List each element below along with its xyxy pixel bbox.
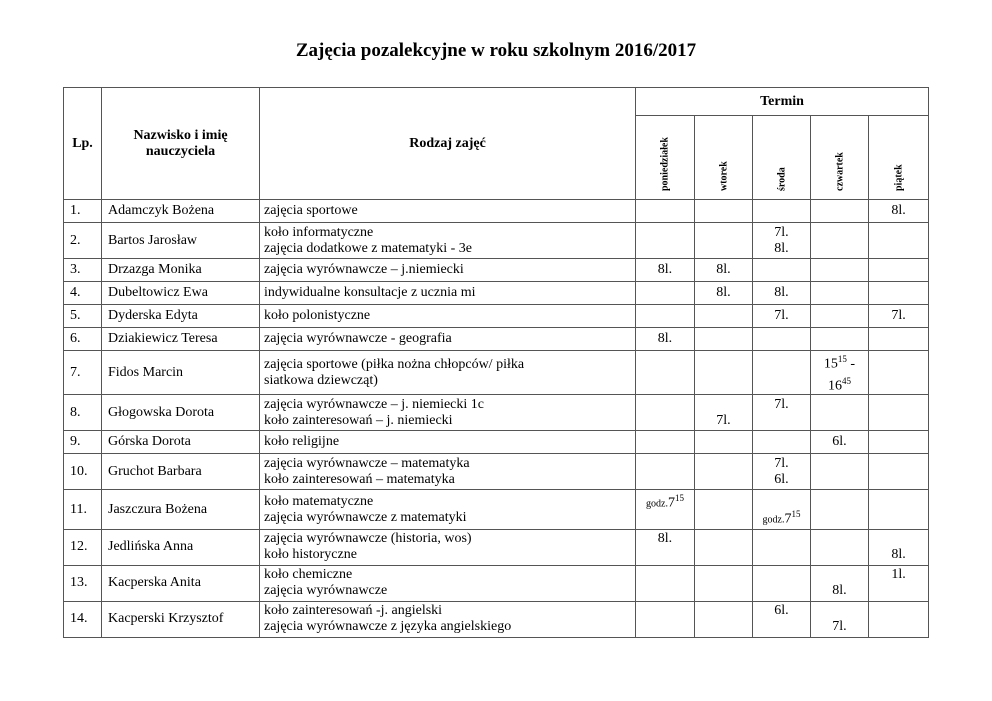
day-value: 8l. — [716, 285, 731, 300]
day-value — [699, 397, 748, 413]
header-day-label: poniedziałek — [659, 137, 671, 191]
day-value: 7l. — [891, 308, 906, 323]
page-title: Zajęcia pozalekcyjne w roku szkolnym 2016/2017 — [295, 40, 697, 61]
header-day-label: czwartek — [834, 152, 845, 191]
row-number: 7. — [64, 351, 102, 395]
day-value: 7l. — [774, 396, 789, 412]
day-cell-czwartek — [811, 529, 869, 565]
header-day-label: wtorek — [718, 161, 729, 191]
day-value: 1l. — [891, 567, 906, 583]
table-row — [64, 200, 929, 223]
day-cell-wtorek — [695, 454, 753, 490]
day-cell-czwartek — [811, 328, 869, 351]
teacher-name: Fidos Marcin — [102, 351, 260, 395]
row-number: 10. — [64, 454, 102, 490]
day-cell-poniedziałek — [636, 328, 695, 351]
day-cell-czwartek — [811, 395, 869, 431]
table-row — [64, 454, 929, 490]
day-cell-czwartek — [811, 490, 869, 530]
header-lp: Lp. — [64, 88, 102, 200]
table-row — [64, 395, 929, 431]
activity-cell — [260, 200, 636, 223]
day-cell-czwartek — [811, 259, 869, 282]
activity-line: zajęcia wyrównawcze – j. niemiecki 1c — [264, 396, 485, 412]
day-value — [873, 583, 924, 599]
day-cell-wtorek — [695, 431, 753, 454]
row-number: 12. — [64, 529, 102, 565]
day-value: 8l. — [891, 547, 906, 563]
header-day-label: środa — [776, 167, 787, 191]
day-cell-piątek — [869, 601, 929, 637]
day-value: 7l. — [832, 619, 847, 635]
day-value: 7l. — [774, 308, 789, 323]
day-cell-wtorek — [695, 200, 753, 223]
day-value — [873, 531, 924, 547]
day-cell-piątek — [869, 454, 929, 490]
day-value: 8l. — [657, 262, 673, 277]
day-value: 8l. — [774, 240, 789, 256]
day-value: 6l. — [774, 471, 789, 487]
day-cell-czwartek — [811, 351, 869, 395]
day-cell-czwartek — [811, 282, 869, 305]
row-number: 9. — [64, 431, 102, 454]
day-cell-środa — [753, 529, 811, 565]
day-cell-poniedziałek — [636, 351, 695, 395]
day-cell-wtorek — [695, 490, 753, 530]
activity-cell — [260, 282, 636, 305]
activity-line: zajęcia wyrównawcze z języka angielskiego — [264, 619, 512, 635]
header-day-label: piątek — [893, 164, 904, 191]
activity-cell — [260, 395, 636, 431]
header-name: Nazwisko i imię nauczyciela — [102, 88, 260, 200]
activity-cell — [260, 223, 636, 259]
activity-cell — [260, 529, 636, 565]
activity-line: koło zainteresowań – j. niemiecki — [264, 412, 453, 428]
day-cell-piątek — [869, 282, 929, 305]
day-cell-czwartek — [811, 565, 869, 601]
day-cell-środa — [753, 601, 811, 637]
day-value: 8l. — [891, 203, 906, 218]
day-cell-poniedziałek — [636, 529, 695, 565]
day-value — [815, 567, 864, 583]
teacher-name: Gruchot Barbara — [102, 454, 260, 490]
day-cell-środa — [753, 395, 811, 431]
activity-line: zajęcia wyrównawcze – matematyka — [264, 455, 470, 471]
day-value — [640, 547, 690, 563]
teacher-name: Bartos Jarosław — [102, 223, 260, 259]
activity-line: koło religijne — [264, 434, 340, 450]
table-row — [64, 565, 929, 601]
activity-line: zajęcia wyrównawcze – j.niemiecki — [264, 262, 464, 277]
day-value: $15^{15}$ - — [823, 354, 856, 372]
activity-cell — [260, 454, 636, 490]
activity-line: zajęcia dodatkowe z matematyki - 3e — [264, 240, 472, 256]
day-value: 7l. — [774, 455, 789, 471]
day-cell-piątek — [869, 223, 929, 259]
day-cell-środa — [753, 565, 811, 601]
day-cell-piątek — [869, 328, 929, 351]
day-value — [757, 413, 806, 429]
day-cell-piątek — [869, 351, 929, 395]
teacher-name: Adamczyk Bożena — [102, 200, 260, 223]
day-cell-czwartek — [811, 601, 869, 637]
table-row — [64, 490, 929, 530]
day-cell-wtorek — [695, 601, 753, 637]
day-cell-środa — [753, 431, 811, 454]
table-row — [64, 259, 929, 282]
day-cell-poniedziałek — [636, 395, 695, 431]
day-value: 6l. — [774, 603, 789, 619]
day-cell-środa — [753, 305, 811, 328]
day-value — [757, 490, 806, 506]
row-number: 13. — [64, 565, 102, 601]
day-value: $godz.7^{15}$ — [646, 493, 684, 511]
day-cell-środa — [753, 454, 811, 490]
teacher-name: Dubeltowicz Ewa — [102, 282, 260, 305]
day-cell-wtorek — [695, 565, 753, 601]
day-cell-wtorek — [695, 328, 753, 351]
table-row — [64, 601, 929, 637]
day-cell-poniedziałek — [636, 259, 695, 282]
day-cell-środa — [753, 223, 811, 259]
teacher-name: Górska Dorota — [102, 431, 260, 454]
day-cell-piątek — [869, 259, 929, 282]
day-value: 8l. — [657, 331, 673, 346]
teacher-name: Drzazga Monika — [102, 259, 260, 282]
header-day-2 — [753, 116, 811, 200]
header-day-1 — [695, 116, 753, 200]
day-cell-poniedziałek — [636, 565, 695, 601]
day-value: 7l. — [774, 224, 789, 240]
activity-line: koło zainteresowań – matematyka — [264, 471, 455, 487]
teacher-name: Kacperska Anita — [102, 565, 260, 601]
activity-cell — [260, 259, 636, 282]
activity-line: zajęcia wyrównawcze — [264, 583, 388, 599]
day-cell-piątek — [869, 490, 929, 530]
day-value: 8l. — [774, 285, 789, 300]
day-cell-wtorek — [695, 395, 753, 431]
activity-cell — [260, 601, 636, 637]
row-number: 8. — [64, 395, 102, 431]
activity-line: siatkowa dziewcząt) — [264, 372, 378, 388]
header-day-0 — [636, 116, 695, 200]
day-value: 7l. — [716, 412, 731, 428]
row-number: 6. — [64, 328, 102, 351]
table-row — [64, 328, 929, 351]
header-day-4 — [869, 116, 929, 200]
activity-line: koło zainteresowań -j. angielski — [264, 603, 443, 619]
day-cell-poniedziałek — [636, 200, 695, 223]
day-cell-piątek — [869, 431, 929, 454]
activity-line: koło polonistyczne — [264, 308, 371, 323]
day-cell-piątek — [869, 305, 929, 328]
day-cell-środa — [753, 328, 811, 351]
schedule-table — [63, 87, 929, 638]
activity-line: koło historyczne — [264, 547, 357, 563]
activity-cell — [260, 431, 636, 454]
day-value: 6l. — [832, 434, 847, 450]
day-value — [640, 513, 690, 529]
activity-line: zajęcia wyrównawcze (historia, wos) — [264, 531, 472, 547]
row-number: 4. — [64, 282, 102, 305]
day-cell-wtorek — [695, 259, 753, 282]
day-cell-wtorek — [695, 282, 753, 305]
table-row — [64, 223, 929, 259]
day-cell-poniedziałek — [636, 282, 695, 305]
activity-line: koło informatyczne — [264, 224, 374, 240]
header-day-3 — [811, 116, 869, 200]
teacher-name: Jedlińska Anna — [102, 529, 260, 565]
row-number: 5. — [64, 305, 102, 328]
table-row — [64, 529, 929, 565]
table-row — [64, 305, 929, 328]
table-row — [64, 282, 929, 305]
table-row — [64, 431, 929, 454]
header-activity: Rodzaj zajęć — [260, 88, 636, 200]
day-cell-wtorek — [695, 305, 753, 328]
row-number: 1. — [64, 200, 102, 223]
day-cell-środa — [753, 351, 811, 395]
activity-cell — [260, 305, 636, 328]
day-cell-piątek — [869, 565, 929, 601]
day-cell-czwartek — [811, 223, 869, 259]
activity-line: zajęcia sportowe — [264, 203, 358, 218]
row-number: 2. — [64, 223, 102, 259]
day-cell-poniedziałek — [636, 223, 695, 259]
day-cell-czwartek — [811, 200, 869, 223]
day-cell-piątek — [869, 395, 929, 431]
day-value: 8l. — [832, 583, 847, 599]
row-number: 3. — [64, 259, 102, 282]
teacher-name: Dyderska Edyta — [102, 305, 260, 328]
day-cell-piątek — [869, 200, 929, 223]
header-termin: Termin — [636, 88, 929, 116]
day-value: $godz.7^{15}$ — [762, 509, 801, 527]
teacher-name: Jaszczura Bożena — [102, 490, 260, 530]
day-cell-środa — [753, 282, 811, 305]
table-row — [64, 351, 929, 395]
day-value — [815, 603, 864, 619]
day-value: $16^{45}$ — [828, 375, 851, 394]
teacher-name: Dziakiewicz Teresa — [102, 328, 260, 351]
activity-cell — [260, 328, 636, 351]
activity-line: zajęcia sportowe (piłka nożna chłopców/ piłka — [264, 356, 525, 372]
day-cell-piątek — [869, 529, 929, 565]
day-cell-środa — [753, 200, 811, 223]
day-cell-poniedziałek — [636, 431, 695, 454]
activity-line: koło chemiczne — [264, 567, 353, 583]
teacher-name: Głogowska Dorota — [102, 395, 260, 431]
activity-cell — [260, 490, 636, 530]
activity-line: indywidualne konsultacje z ucznia mi — [264, 285, 476, 300]
day-cell-środa — [753, 490, 811, 530]
activity-line: zajęcia wyrównawcze z matematyki — [264, 509, 467, 525]
row-number: 14. — [64, 601, 102, 637]
activity-cell — [260, 351, 636, 395]
activity-cell — [260, 565, 636, 601]
activity-line: koło matematyczne — [264, 493, 374, 509]
day-value: 8l. — [716, 262, 731, 277]
day-value: 8l. — [657, 531, 673, 547]
day-cell-czwartek — [811, 454, 869, 490]
teacher-name: Kacperski Krzysztof — [102, 601, 260, 637]
day-cell-poniedziałek — [636, 601, 695, 637]
day-cell-środa — [753, 259, 811, 282]
day-cell-wtorek — [695, 529, 753, 565]
activity-line: zajęcia wyrównawcze - geografia — [264, 331, 452, 346]
day-cell-czwartek — [811, 305, 869, 328]
row-number: 11. — [64, 490, 102, 530]
day-cell-wtorek — [695, 223, 753, 259]
day-cell-poniedziałek — [636, 305, 695, 328]
day-cell-poniedziałek — [636, 454, 695, 490]
day-value — [757, 619, 806, 635]
day-cell-czwartek — [811, 431, 869, 454]
day-cell-wtorek — [695, 351, 753, 395]
day-cell-poniedziałek — [636, 490, 695, 530]
